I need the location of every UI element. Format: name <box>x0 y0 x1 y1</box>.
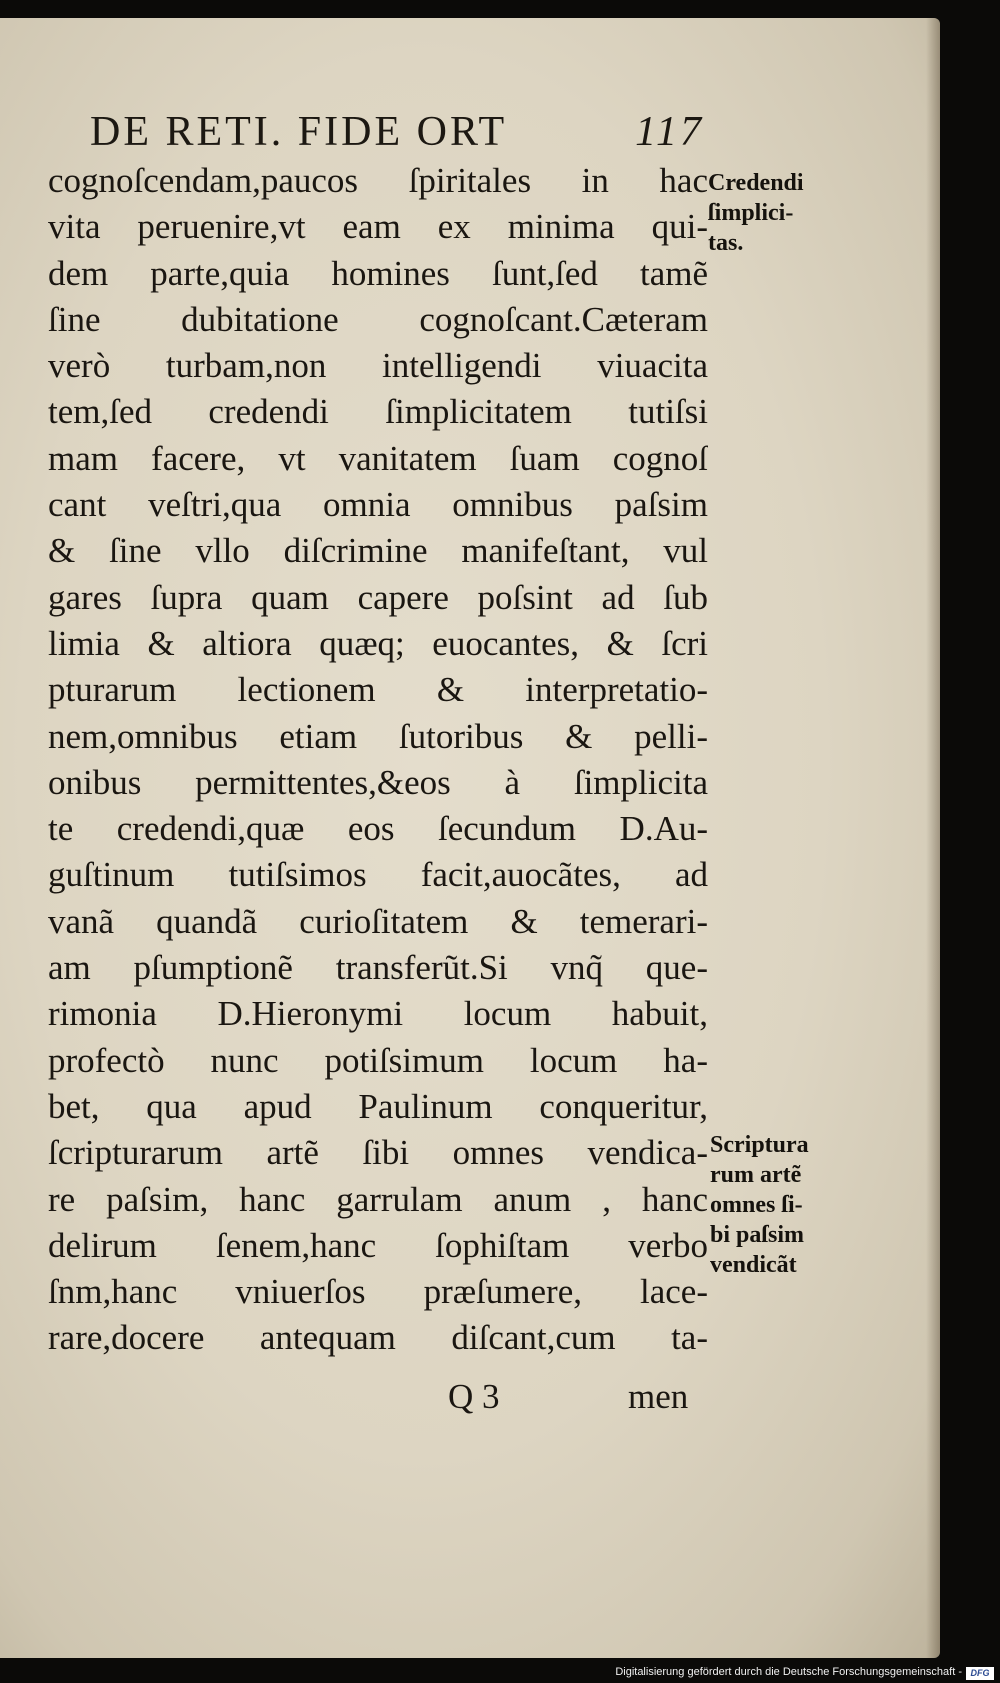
text-line: ſnm,hanc vniuerſos præſumere, lace- <box>48 1272 708 1312</box>
text-line: mam facere, vt vanitatem ſuam cognoſ <box>48 438 708 478</box>
text-line: gares ſupra quam capere poſsint ad ſub <box>48 577 708 617</box>
margin-note-line: vendicãt <box>710 1252 797 1278</box>
text-line: vita peruenire,vt eam ex minima qui- <box>48 207 708 247</box>
margin-note <box>708 168 868 258</box>
margin-note-line: ſimplici- <box>708 200 794 226</box>
margin-note-line: bi paſsim <box>710 1222 805 1248</box>
text-line: te credendi,quæ eos ſecundum D.Au- <box>48 809 708 849</box>
text-line: guſtinum tutiſsimos facit,auocãtes, ad <box>48 855 708 895</box>
text-line: profectò nunc potiſsimum locum ha- <box>48 1040 708 1080</box>
body-text <box>48 158 708 1362</box>
text-line: limia & altiora quæq; euocantes, & ſcri <box>48 623 708 663</box>
text-line: rimonia D.Hieronymi locum habuit, <box>48 994 708 1034</box>
margin-note-line: omnes ſi- <box>710 1192 803 1218</box>
catchword: men <box>628 1377 689 1416</box>
text-line: cognoſcendam,paucos ſpiritales in hac <box>48 161 708 200</box>
margin-note-line: Credendi <box>708 170 804 196</box>
text-line: nem,omnibus etiam ſutoribus & pelli- <box>48 716 708 756</box>
text-line: cant veſtri,qua omnia omnibus paſsim <box>48 485 708 525</box>
margin-note <box>710 1130 870 1280</box>
text-line: pturarum lectionem & interpretatio- <box>48 670 708 710</box>
dfg-logo: DFG <box>966 1667 994 1680</box>
text-line: delirum ſenem,hanc ſophiſtam verbo <box>48 1225 708 1265</box>
running-head: DE RETI. FIDE ORT <box>90 109 508 155</box>
text-line: & ſine vllo diſcrimine manifeſtant, vul <box>48 531 708 571</box>
text-line: ſcripturarum artẽ ſibi omnes vendica- <box>48 1133 708 1173</box>
credit-text: Digitalisierung gefördert durch die Deutsche Forschungsgemeinschaft - <box>615 1666 962 1678</box>
text-line: re paſsim, hanc garrulam anum , hanc <box>48 1179 708 1219</box>
credit-bar <box>0 1664 1000 1683</box>
text-line: dem parte,quia homines ſunt,ſed tamẽ <box>48 253 708 293</box>
margin-note-line: Scriptura <box>710 1132 809 1158</box>
text-line: bet, qua apud Paulinum conqueritur, <box>48 1086 708 1126</box>
margin-note-line: rum artẽ <box>710 1162 802 1188</box>
text-line: tem,ſed credendi ſimplicitatem tutiſsi <box>48 392 708 432</box>
book-page <box>0 18 940 1658</box>
text-line: onibus permittentes,&eos à ſimplicita <box>48 762 708 802</box>
text-line: am pſumptionẽ transferũt.Si vnq̃ que- <box>48 948 708 988</box>
text-line: vanã quandã curioſitatem & temerari- <box>48 901 708 941</box>
margin-note-line: tas. <box>708 230 744 256</box>
signature-mark: Q 3 <box>448 1377 500 1416</box>
folio-number: 117 <box>635 109 704 155</box>
text-line: verò turbam,non intelligendi viuacita <box>48 346 708 386</box>
text-line: rare,docere antequam diſcant,cum ta- <box>48 1318 708 1358</box>
text-line: ſine dubitatione cognoſcant.Cæteram <box>48 299 708 339</box>
